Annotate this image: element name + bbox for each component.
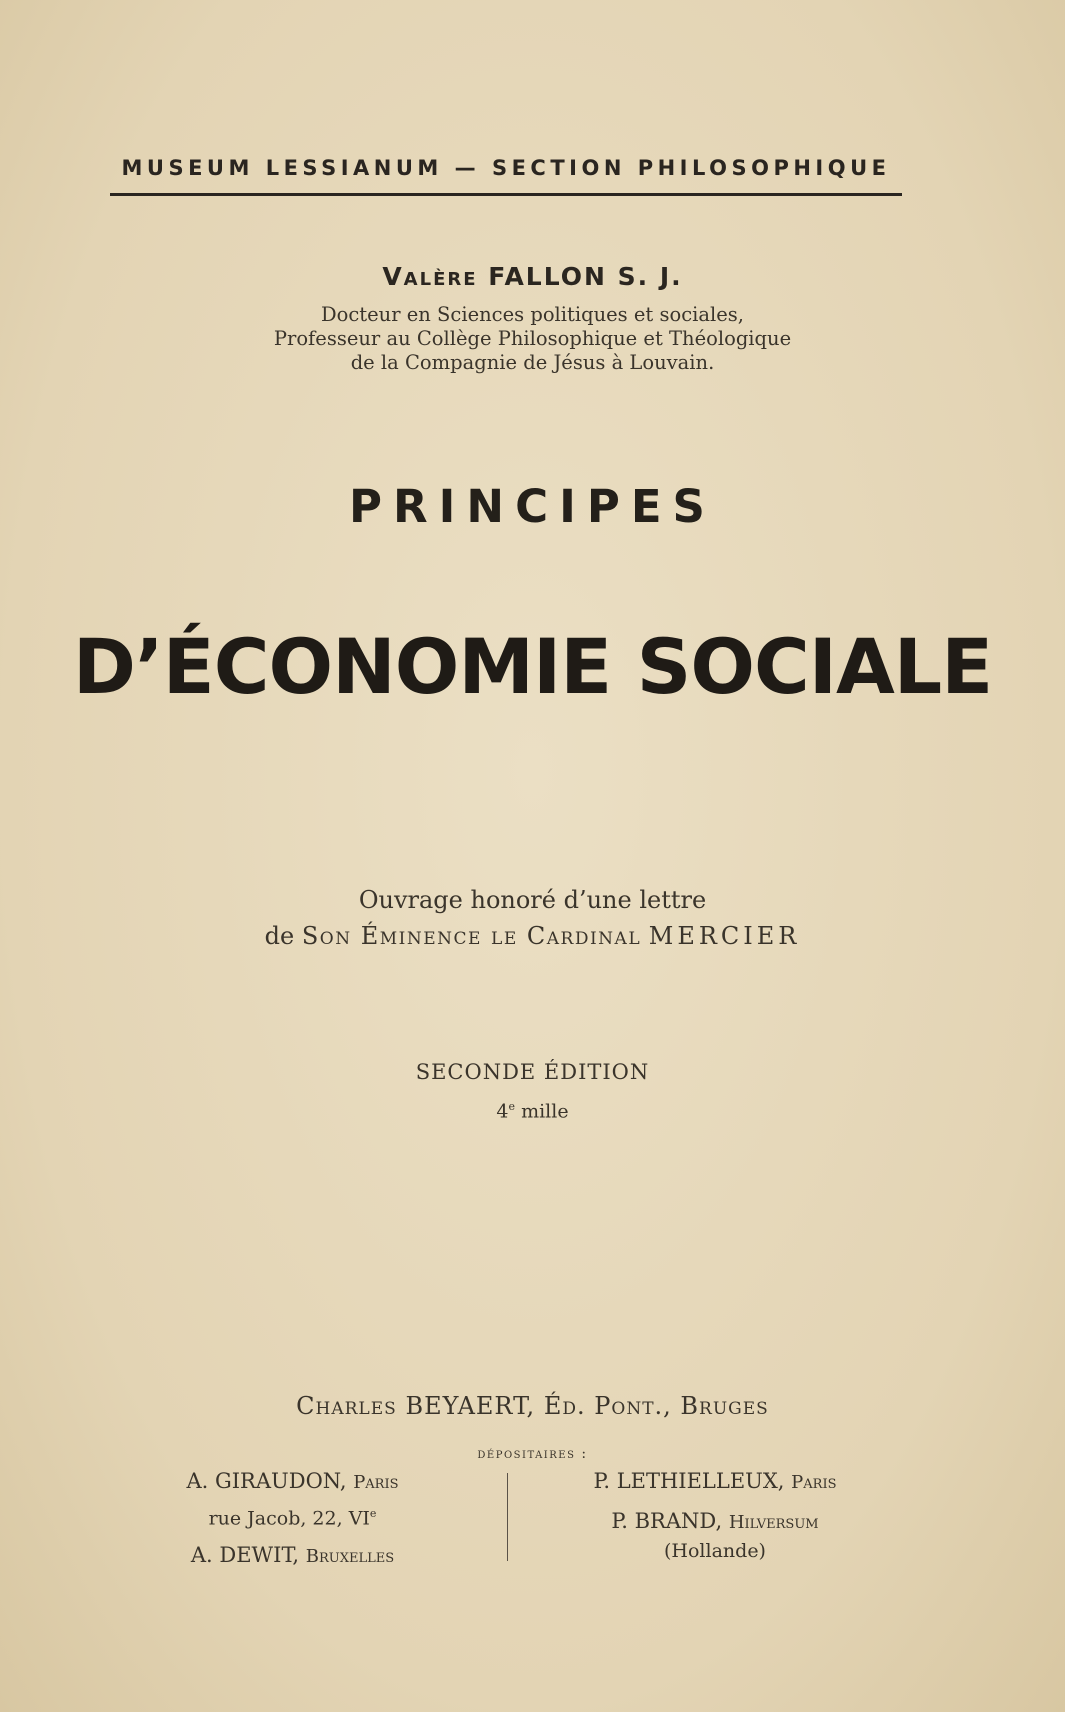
credential-line: Professeur au Collège Philosophique et Théologique bbox=[273, 327, 792, 350]
honor-cardinal-name: MERCIER bbox=[648, 922, 801, 950]
series-rule bbox=[110, 193, 902, 196]
printing-word: mille bbox=[521, 1100, 569, 1123]
depositaires-label: dépositaires : bbox=[477, 1446, 588, 1462]
printing-count bbox=[0, 1100, 1065, 1122]
depositaire-entry bbox=[540, 1466, 890, 1498]
printing-number: 4 bbox=[496, 1100, 509, 1123]
address-sup: e bbox=[369, 1507, 377, 1520]
depositaire-city: Bruxelles bbox=[305, 1546, 395, 1568]
honor-line-2 bbox=[0, 918, 1065, 954]
title-line-1: PRINCIPES bbox=[349, 480, 716, 533]
author-credentials bbox=[0, 303, 1065, 375]
honor-prefix: de bbox=[264, 922, 295, 950]
depositaire-address bbox=[150, 1498, 435, 1534]
depositaire-name: P. LETHIELLEUX, bbox=[593, 1469, 785, 1493]
publisher-prefix: Charles bbox=[296, 1392, 397, 1420]
publisher-line bbox=[0, 1392, 1065, 1420]
depositaire-note: (Hollande) bbox=[664, 1540, 766, 1562]
depositaire-entry bbox=[540, 1506, 890, 1538]
credential-line: Docteur en Sciences politiques et sociales, bbox=[321, 303, 744, 326]
depositaires-left bbox=[150, 1466, 435, 1572]
series-heading: MUSEUM LESSIANUM — SECTION PHILOSOPHIQUE bbox=[121, 156, 891, 180]
depositaire-city: Hilversum bbox=[728, 1512, 819, 1533]
edition-label: SECONDE ÉDITION bbox=[415, 1060, 650, 1084]
depositaire-entry bbox=[150, 1540, 435, 1572]
book-title: D’ÉCONOMIE SOCIALE bbox=[72, 622, 993, 711]
author-name bbox=[0, 262, 1065, 291]
publisher-suffix: Éd. Pont., Bruges bbox=[543, 1392, 769, 1420]
depositaires-right bbox=[540, 1466, 890, 1564]
address-text: rue Jacob, 22, VI bbox=[208, 1507, 370, 1530]
depositaire-name: A. GIRAUDON, bbox=[186, 1469, 347, 1493]
printing-sup: e bbox=[508, 1100, 516, 1113]
credential-line: de la Compagnie de Jésus à Louvain. bbox=[350, 351, 715, 374]
honor-line-1: Ouvrage honoré d’une lettre bbox=[358, 886, 707, 914]
honor-title: Son Éminence le Cardinal bbox=[301, 922, 642, 950]
depositaire-name: P. BRAND, bbox=[611, 1509, 723, 1533]
depositaire-city: Paris bbox=[353, 1472, 399, 1493]
depositaire-name: A. DEWIT, bbox=[190, 1543, 300, 1568]
honor-note bbox=[0, 882, 1065, 954]
author-given-name: Valère bbox=[382, 262, 478, 291]
depositaire-city: Paris bbox=[791, 1472, 837, 1493]
depositaire-entry bbox=[150, 1466, 435, 1498]
author-surname: FALLON S. J. bbox=[488, 262, 683, 291]
publisher-name: BEYAERT, bbox=[405, 1392, 536, 1420]
column-divider bbox=[507, 1473, 508, 1561]
